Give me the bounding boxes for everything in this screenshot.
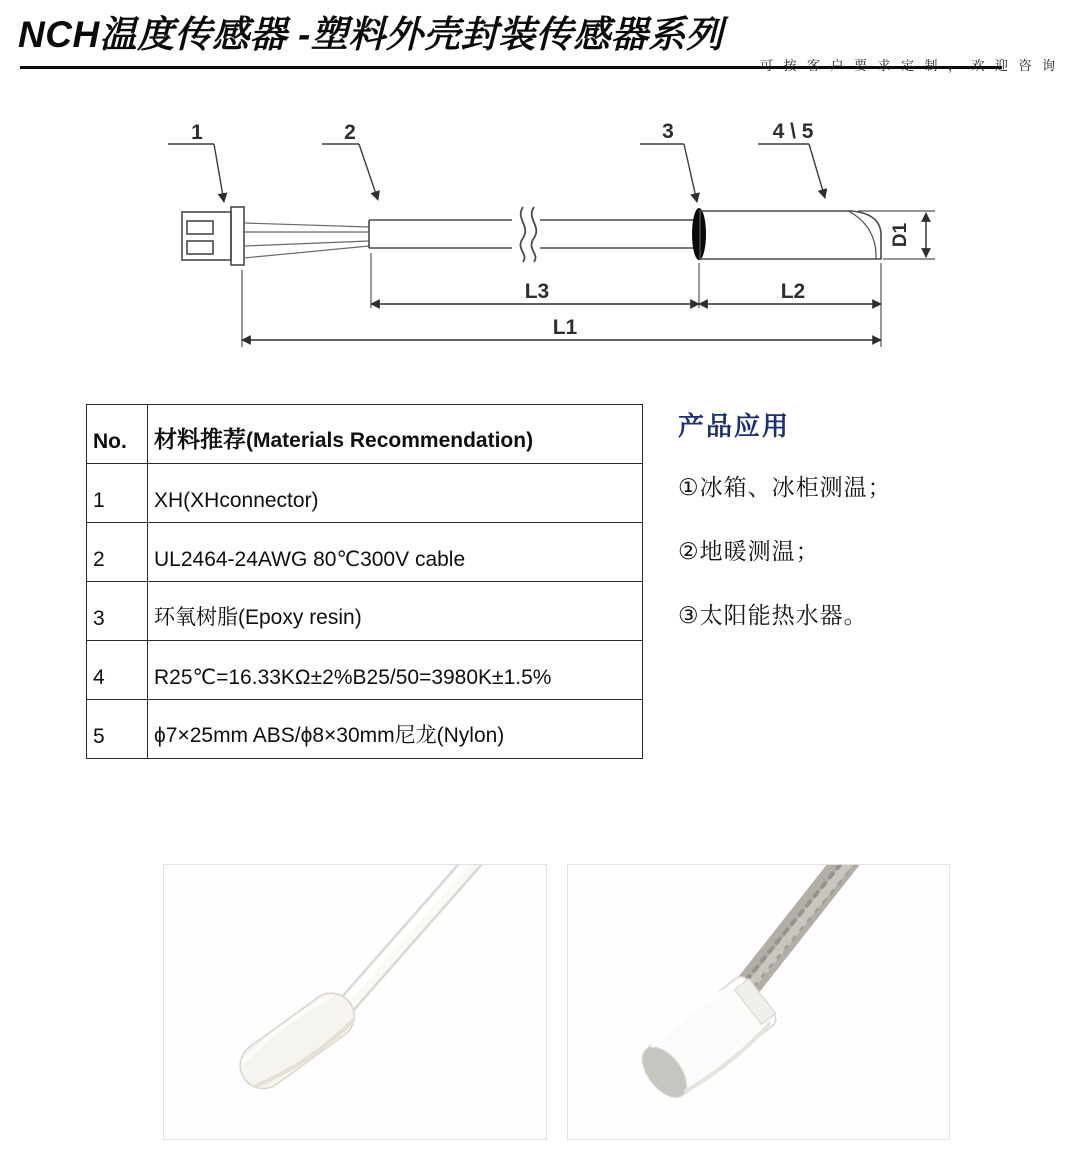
- sensor-technical-drawing: [0, 95, 1086, 385]
- materials-table: [86, 404, 643, 759]
- white-abs-probe-photo: [163, 864, 547, 1140]
- row-material: 环氧树脂(Epoxy resin): [148, 582, 643, 641]
- table-header-row: [87, 405, 643, 464]
- dim-l1-label: L1: [552, 316, 578, 339]
- row-material: XH(XHconnector): [148, 464, 643, 523]
- col-material-header-en: (Materials Recommendation): [246, 429, 534, 452]
- callout-1-label: 1: [191, 121, 203, 144]
- table-row: [87, 582, 643, 641]
- dim-l3-label: L3: [524, 280, 550, 303]
- epoxy-joint-drawing: [692, 208, 706, 260]
- application-item: ②地暖测温；: [678, 538, 820, 564]
- row-no: 3: [87, 582, 148, 641]
- row-no: 1: [87, 464, 148, 523]
- probe-illustration: [633, 971, 782, 1107]
- application-item: ③太阳能热水器。: [678, 602, 868, 628]
- dim-d1-label: D1: [890, 222, 911, 248]
- probe-illustration: [231, 984, 363, 1098]
- callout-2-label: 2: [344, 121, 356, 144]
- col-no-header: No.: [87, 405, 148, 464]
- applications-heading: 产品应用: [678, 411, 791, 441]
- dim-l2-label: L2: [780, 280, 806, 303]
- customization-note: 可按客户要求定制，欢迎咨询: [760, 58, 1066, 73]
- table-row: [87, 464, 643, 523]
- row-material: R25℃=16.33KΩ±2%B25/50=3980K±1.5%: [148, 641, 643, 700]
- callout-3-label: 3: [662, 120, 674, 143]
- cable-illustration: [334, 865, 480, 1017]
- table-row: [87, 523, 643, 582]
- row-no: 4: [87, 641, 148, 700]
- probe-housing-drawing: [700, 211, 881, 259]
- row-no: 2: [87, 523, 148, 582]
- page-title: NCH温度传感器 -塑料外壳封装传感器系列: [18, 14, 724, 55]
- application-item: ①冰箱、冰柜测温；: [678, 474, 892, 500]
- row-material: UL2464-24AWG 80℃300V cable: [148, 523, 643, 582]
- callout-lines: [168, 144, 825, 202]
- applications-section: [678, 406, 1038, 661]
- callout-4-5-label: 4 \ 5: [772, 120, 814, 143]
- cable-drawing: [369, 207, 697, 262]
- col-material-header: [148, 405, 643, 464]
- xh-connector-drawing: [182, 207, 244, 265]
- table-row: [87, 700, 643, 759]
- row-no: 5: [87, 700, 148, 759]
- lead-wires-drawing: [244, 223, 369, 258]
- nylon-probe-photo: [567, 864, 950, 1140]
- row-material: ϕ7×25mm ABS/ϕ8×30mm尼龙(Nylon): [148, 700, 643, 759]
- col-material-header-cn: 材料推荐: [154, 426, 246, 452]
- table-row: [87, 641, 643, 700]
